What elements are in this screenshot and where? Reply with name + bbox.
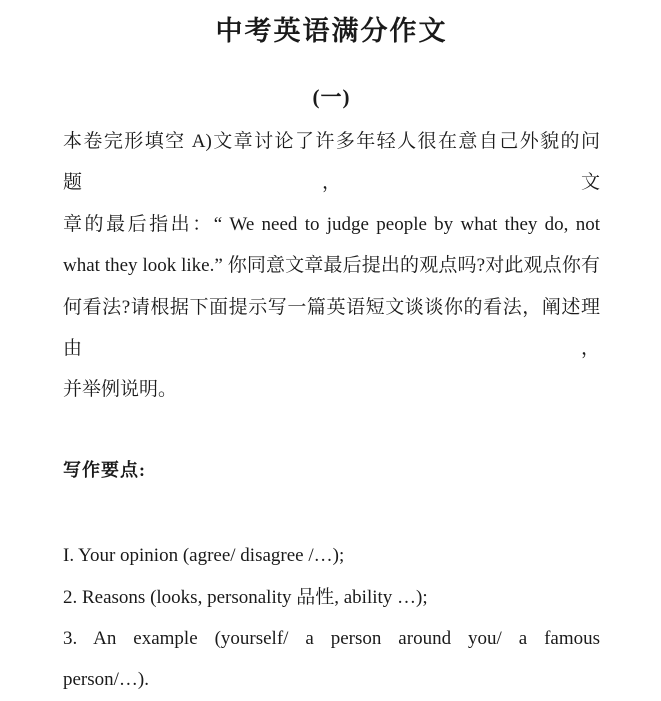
intro-line-2: 章的最后指出：“ We need to judge people by what they do, not bbox=[63, 213, 600, 235]
outline-list bbox=[63, 535, 600, 701]
document-title: 中考英语满分作文 bbox=[215, 16, 448, 46]
intro-paragraph bbox=[63, 121, 600, 411]
outline-item-3-line-1: 3. An example (yourself/ a person around you/ a famous bbox=[63, 628, 600, 650]
section-number: (一) bbox=[312, 85, 351, 109]
intro-line-4: 何看法?请根据下面提示写一篇英语短文谈谈你的看法，阐述理由， bbox=[63, 296, 600, 360]
outline-item-3-line-2: person/…). bbox=[63, 669, 150, 691]
intro-line-3: what they look like.” 你同意文章最后提出的观点吗?对此观点你有 bbox=[63, 255, 600, 277]
intro-line-5: 并举例说明。 bbox=[63, 379, 178, 401]
intro-line-1: 本卷完形填空 A)文章讨论了许多年轻人很在意自己外貌的问题，文 bbox=[63, 131, 600, 194]
outline-item-1: I. Your opinion (agree/ disagree /…); bbox=[63, 545, 345, 567]
outline-item-2: 2. Reasons (looks, personality 品性, ability …); bbox=[63, 586, 428, 608]
outline-heading: 写作要点: bbox=[63, 459, 146, 480]
